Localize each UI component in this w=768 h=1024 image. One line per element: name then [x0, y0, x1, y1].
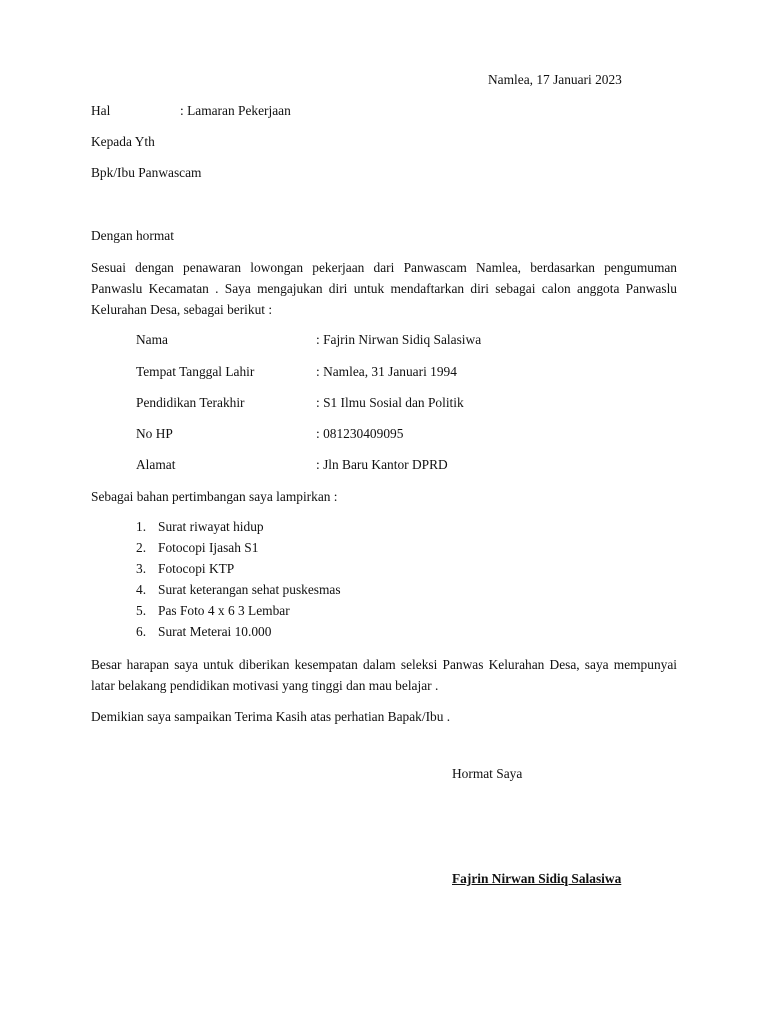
- detail-label-birth: Tempat Tanggal Lahir: [136, 364, 255, 379]
- list-item: Surat riwayat hidup: [158, 519, 264, 534]
- place-date: Namlea, 17 Januari 2023: [488, 72, 622, 87]
- list-item: Fotocopi KTP: [158, 561, 235, 576]
- list-item-number: 5.: [136, 603, 147, 618]
- detail-value-phone: : 081230409095: [316, 426, 404, 441]
- detail-label-education: Pendidikan Terakhir: [136, 395, 245, 410]
- salutation: Dengan hormat: [91, 228, 174, 243]
- recipient: Bpk/Ibu Panwascam: [91, 165, 202, 180]
- list-item: Surat keterangan sehat puskesmas: [158, 582, 341, 597]
- list-item: Pas Foto 4 x 6 3 Lembar: [158, 603, 290, 618]
- subject-label: Hal: [91, 103, 111, 118]
- detail-value-address: : Jln Baru Kantor DPRD: [316, 457, 448, 472]
- detail-label-name: Nama: [136, 332, 168, 347]
- subject-value: : Lamaran Pekerjaan: [180, 103, 291, 118]
- signature-name: Fajrin Nirwan Sidiq Salasiwa: [452, 871, 622, 886]
- list-item-number: 6.: [136, 624, 147, 639]
- list-item: Fotocopi Ijasah S1: [158, 540, 259, 555]
- intro-paragraph: Sesuai dengan penawaran lowongan pekerjaan dari Panwascam Namlea, berdasarkan pengumuman Panwaslu Kecamatan . Saya mengajukan diri untuk mendaftarkan diri sebagai calon anggota Panwaslu Kelurahan Desa, sebagai berikut :: [91, 260, 677, 317]
- list-item-number: 3.: [136, 561, 147, 576]
- list-item: Surat Meterai 10.000: [158, 624, 272, 639]
- list-item-number: 4.: [136, 582, 147, 597]
- list-item-number: 2.: [136, 540, 147, 555]
- detail-label-phone: No HP: [136, 426, 173, 441]
- detail-value-birth: : Namlea, 31 Januari 1994: [316, 364, 457, 379]
- detail-value-name: : Fajrin Nirwan Sidiq Salasiwa: [316, 332, 482, 347]
- detail-label-address: Alamat: [136, 457, 176, 472]
- signoff: Hormat Saya: [452, 766, 523, 781]
- list-item-number: 1.: [136, 519, 147, 534]
- to-line: Kepada Yth: [91, 134, 155, 149]
- thanks-line: Demikian saya sampaikan Terima Kasih atas perhatian Bapak/Ibu .: [91, 709, 451, 724]
- closing-paragraph: Besar harapan saya untuk diberikan kesempatan dalam seleksi Panwas Kelurahan Desa, saya mempunyai latar belakang pendidikan motivasi yang tinggi dan mau belajar .: [91, 657, 677, 693]
- detail-value-education: : S1 Ilmu Sosial dan Politik: [316, 395, 464, 410]
- attachments-intro: Sebagai bahan pertimbangan saya lampirkan :: [91, 489, 338, 504]
